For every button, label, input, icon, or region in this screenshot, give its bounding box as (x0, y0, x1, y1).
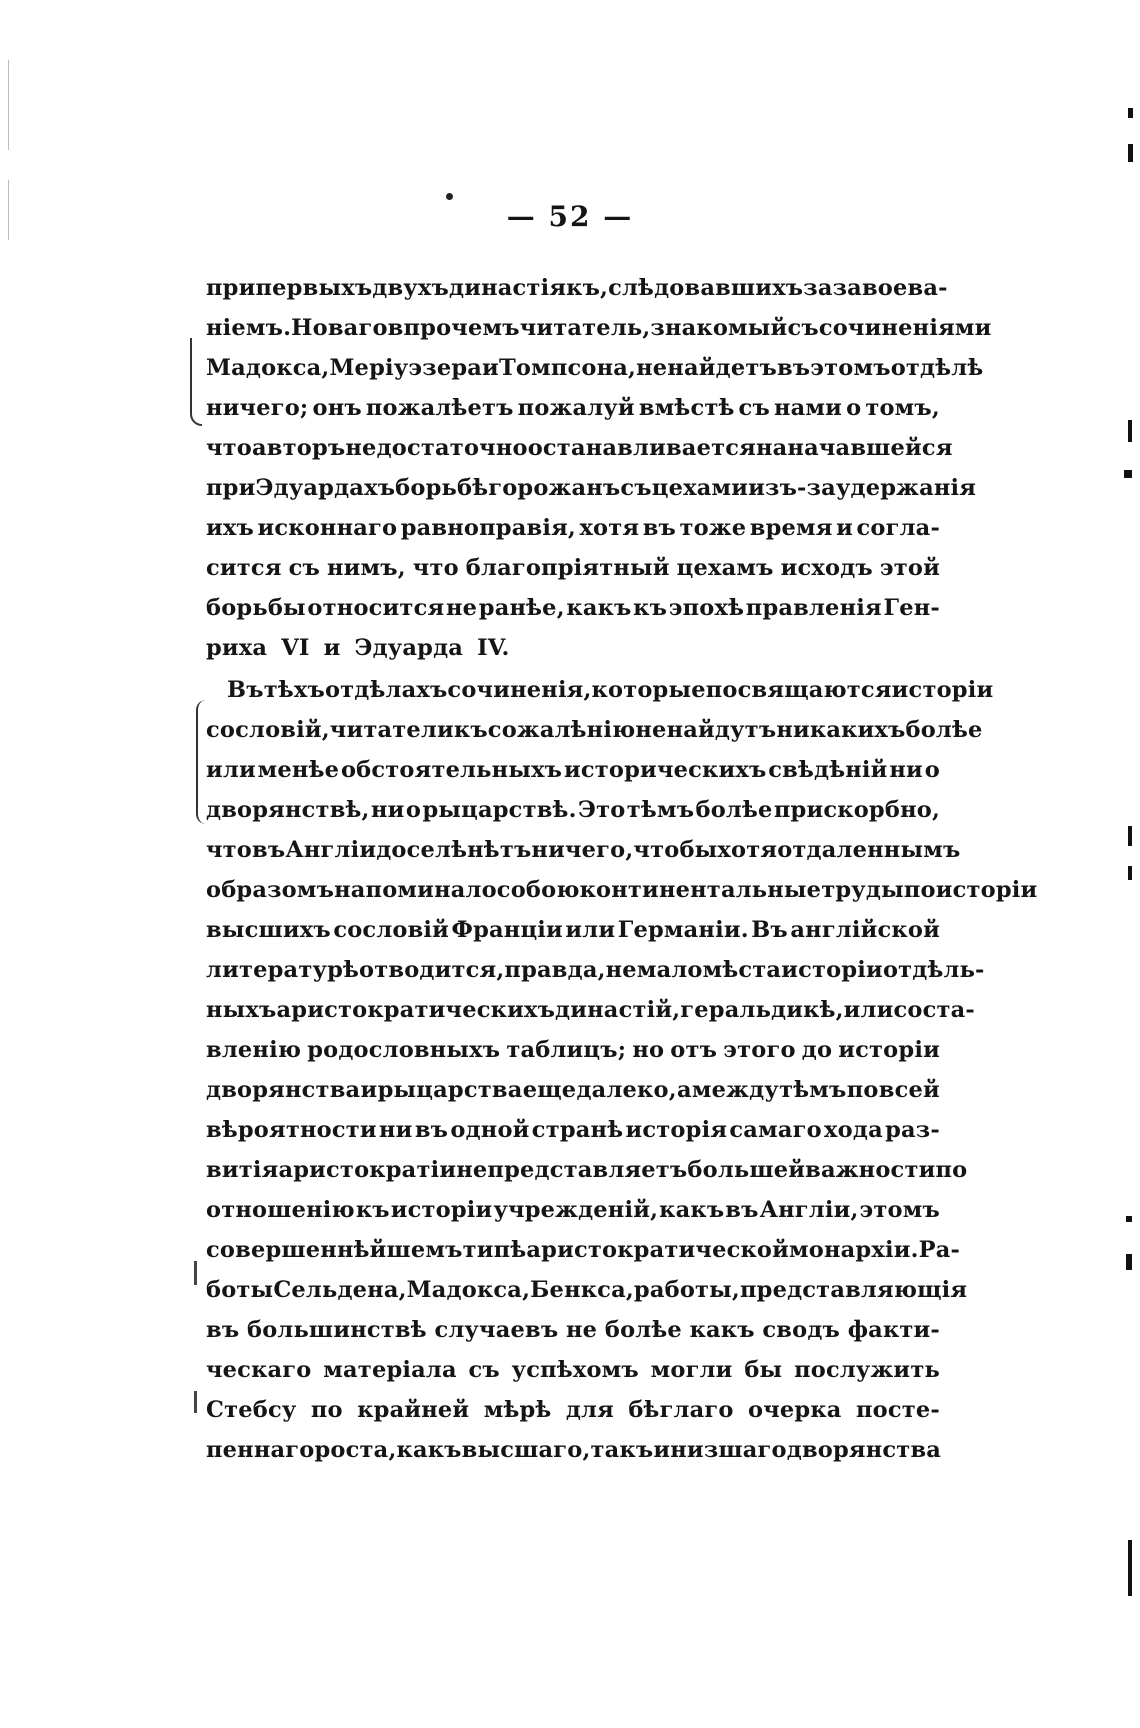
word: что (206, 435, 253, 461)
edge-scan-mark (1126, 1216, 1132, 1222)
edge-scan-mark (1128, 420, 1132, 442)
word: бы (679, 837, 718, 863)
text-line (206, 1430, 940, 1470)
word: тѣмъ (626, 797, 695, 823)
word: большинствѣ (246, 1317, 427, 1343)
word: менѣе (257, 757, 340, 783)
word: могли (650, 1357, 733, 1383)
word: и (360, 1077, 378, 1103)
word: первыхъ (255, 275, 373, 301)
edge-scan-mark (1128, 866, 1132, 880)
text-line (206, 348, 984, 388)
word: Германіи. (617, 917, 749, 943)
word: горожанъ (488, 475, 621, 501)
word: посте- (855, 1397, 940, 1423)
word: впрочемъ (387, 315, 520, 341)
word: Бенкса, (530, 1277, 634, 1303)
word: ни (370, 797, 405, 823)
word: литературѣ (206, 957, 360, 983)
word: за (803, 275, 833, 301)
word: болѣе (604, 1317, 682, 1343)
word: обстоятельныхъ (340, 757, 563, 783)
word: Сельдена, (273, 1277, 407, 1303)
word: Ра- (918, 1237, 961, 1263)
word: посвящаются (705, 677, 892, 703)
word: останавливается (527, 435, 756, 461)
word: далеко, (576, 1077, 677, 1103)
word: династіякъ, (449, 275, 609, 301)
word: къ (633, 595, 668, 621)
word: этого (723, 1037, 796, 1063)
word: исконнаго (257, 515, 398, 541)
word: борьбы (206, 595, 306, 621)
word: очерка (748, 1397, 842, 1423)
word: слѣдовавшихъ (608, 275, 804, 301)
word: работы, (633, 1277, 740, 1303)
word: отдаленнымъ (777, 837, 961, 863)
word: къ (453, 717, 488, 743)
word: или (565, 917, 616, 943)
word: правда, (504, 957, 606, 983)
word: Томпсона, (498, 355, 637, 381)
word: самаго (729, 1117, 822, 1143)
word: а (676, 1077, 692, 1103)
word: совершеннѣйшемъ (206, 1237, 463, 1263)
word: какъ (396, 1437, 462, 1463)
word: представляетъ (487, 1157, 688, 1183)
word: Эдуардахъ (255, 475, 396, 501)
text-line (206, 588, 940, 628)
word: исторіи (390, 1197, 493, 1223)
word: завоева- (832, 275, 948, 301)
word: цехамъ (676, 555, 774, 581)
word: дворянствѣ, (206, 797, 370, 823)
word: низшаго (670, 1437, 787, 1463)
word: правленія (745, 595, 882, 621)
word: исторіи (891, 677, 994, 703)
word: не (636, 355, 668, 381)
word: тѣмъ (779, 1077, 847, 1103)
word: мѣрѣ (483, 1397, 552, 1423)
word: рыцарствѣ. (422, 797, 577, 823)
margin-bracket-mark (190, 338, 202, 426)
word: исторія (625, 1117, 728, 1143)
word: собою (496, 877, 580, 903)
text-line (206, 1150, 968, 1190)
word: въ (642, 515, 677, 541)
word: труды (821, 877, 904, 903)
word: ни (889, 757, 923, 783)
word: найдетъ (667, 355, 777, 381)
word: отношенію (206, 1197, 355, 1223)
word: не (565, 1317, 598, 1343)
word: при (206, 475, 256, 501)
text-line (206, 1350, 940, 1390)
word: исторіи (838, 1037, 940, 1063)
word: не (445, 595, 478, 621)
word: съ (288, 555, 321, 581)
ink-dot (446, 193, 453, 200)
word: до (801, 1037, 833, 1063)
margin-tick-mark (194, 1391, 197, 1413)
word: боты (206, 1277, 274, 1303)
word: ранѣе, (478, 595, 565, 621)
word: по (935, 1157, 968, 1183)
text-line (206, 830, 961, 870)
word: для (565, 1397, 614, 1423)
text-line (206, 508, 940, 548)
word: цехами (651, 475, 749, 501)
word: континентальные (579, 877, 822, 903)
word: рыцарства (377, 1077, 523, 1103)
text-line (206, 268, 948, 308)
word: напоминало (334, 877, 497, 903)
word: въ (776, 355, 811, 381)
page-number: — 52 — (506, 200, 634, 233)
word: не (605, 957, 637, 983)
word: какъ (566, 595, 632, 621)
word: странѣ (531, 1117, 624, 1143)
word: успѣхомъ (511, 1357, 639, 1383)
word: отъ (670, 1037, 718, 1063)
word: отдѣль- (882, 957, 985, 983)
word: таблицъ; (506, 1037, 627, 1063)
word: образомъ (206, 877, 335, 903)
text-line (206, 428, 953, 468)
word: всей (878, 1077, 940, 1103)
word: въ (725, 1197, 759, 1223)
word: сословій (333, 917, 450, 943)
word: родословныхъ (307, 1037, 501, 1063)
text-line (206, 910, 940, 950)
word: отдѣлахъ (324, 677, 448, 703)
word: большей (687, 1157, 806, 1183)
word: и (323, 635, 341, 661)
word: мало (636, 957, 703, 983)
text-line (206, 670, 994, 710)
word: Ген- (883, 595, 940, 621)
word: вленію (206, 1037, 302, 1063)
word: эпохѣ (668, 595, 745, 621)
text-line (206, 308, 992, 348)
word: и (482, 355, 499, 381)
word: ныхъ (206, 997, 277, 1023)
word: о (846, 395, 862, 421)
word: о (924, 757, 940, 783)
word: сословій, (206, 717, 330, 743)
word: аристократическихъ (276, 997, 556, 1023)
word: не (635, 717, 667, 743)
text-line (206, 628, 940, 668)
word: съ (787, 315, 819, 341)
word: раз- (885, 1117, 940, 1143)
word: роста, (314, 1437, 397, 1463)
word: достаточно (376, 435, 528, 461)
word: ческаго (206, 1357, 312, 1383)
word: отдѣлѣ (890, 355, 984, 381)
word: вѣроятности (206, 1117, 377, 1143)
word: ихъ (206, 515, 254, 541)
word: историческихъ (563, 757, 767, 783)
word: отводится, (359, 957, 505, 983)
word: пожалуй (517, 395, 635, 421)
word: Франціи (451, 917, 563, 943)
word: этомъ (859, 1197, 940, 1223)
word: знакомый (650, 315, 788, 341)
word: пеннаго (206, 1437, 315, 1463)
word: этой (879, 555, 940, 581)
word: Эдуарда (354, 635, 464, 661)
word: важности (805, 1157, 936, 1183)
word: VI (281, 635, 310, 661)
word: въ (206, 1317, 240, 1343)
word: одной (450, 1117, 530, 1143)
word: риха (206, 635, 268, 661)
word: сится (206, 555, 282, 581)
word: не (456, 1157, 488, 1183)
word: случаевъ (434, 1317, 559, 1343)
word: какъ (689, 1317, 755, 1343)
word: что (206, 837, 253, 863)
word: ніемъ. (206, 315, 292, 341)
word: исторіи (781, 957, 883, 983)
word: династій, (555, 997, 681, 1023)
word: борьбѣ (395, 475, 489, 501)
word: въ (252, 837, 286, 863)
word: какъ (659, 1197, 725, 1223)
text-line (206, 870, 1038, 910)
scan-edge-line (8, 60, 9, 150)
margin-tick-mark (194, 1261, 197, 1285)
word: доселѣ (376, 837, 468, 863)
word: Меріуэзера (329, 355, 483, 381)
word: монархіи. (789, 1237, 919, 1263)
word: время (749, 515, 833, 541)
body-text (206, 268, 1038, 1470)
word: высшихъ (206, 917, 331, 943)
edge-scan-mark (1128, 1540, 1132, 1596)
word: изъ-за (748, 475, 836, 501)
word: Англіи (285, 837, 377, 863)
word: онъ (312, 395, 362, 421)
word: къ (355, 1197, 390, 1223)
word: вмѣстѣ (638, 395, 735, 421)
word: относится (307, 595, 445, 621)
word: дворянства (786, 1437, 942, 1463)
word: съ (620, 475, 652, 501)
word: хотя (717, 837, 778, 863)
word: равноправія, (400, 515, 576, 541)
word: хотя (579, 515, 640, 541)
word: по (903, 877, 936, 903)
word: двухъ (372, 275, 449, 301)
word: сводъ (762, 1317, 840, 1343)
word: сожалѣнію (487, 717, 636, 743)
edge-scan-mark (1124, 470, 1132, 478)
word: въ (414, 1117, 449, 1143)
word: этомъ (810, 355, 891, 381)
word: Стебсу (206, 1397, 297, 1423)
text-line (206, 750, 940, 790)
text-line (206, 950, 985, 990)
word: такъ (590, 1437, 654, 1463)
word: геральдикѣ, (680, 997, 844, 1023)
word: томъ, (865, 395, 940, 421)
word: Англіи, (759, 1197, 859, 1223)
word: Мадокса, (206, 355, 330, 381)
word: нами (773, 395, 843, 421)
word: витія (206, 1157, 279, 1183)
text-line (206, 468, 977, 508)
text-line (206, 388, 940, 428)
word: мѣста (702, 957, 782, 983)
text-line (206, 710, 983, 750)
word: Это (577, 797, 626, 823)
word: и (653, 1437, 671, 1463)
word: ни (379, 1117, 413, 1143)
text-line (206, 1390, 940, 1430)
word: IV. (477, 635, 510, 661)
word: Мадокса, (406, 1277, 531, 1303)
word: которые (591, 677, 706, 703)
text-line (206, 990, 975, 1030)
word: благопріятный (465, 555, 670, 581)
word: найдутъ (666, 717, 777, 743)
word: согла- (856, 515, 940, 541)
word: свѣдѣній (768, 757, 888, 783)
word: исторіи (935, 877, 1038, 903)
edge-scan-mark (1126, 1254, 1132, 1270)
text-line (206, 1270, 968, 1310)
word: пожалѣетъ (365, 395, 514, 421)
edge-scan-mark (1128, 826, 1132, 846)
word: послужить (794, 1357, 940, 1383)
word: ничего; (206, 395, 309, 421)
word: но (632, 1037, 665, 1063)
word: исходъ (780, 555, 873, 581)
text-line (206, 1030, 940, 1070)
word: авторъ (252, 435, 346, 461)
word: Новаго (291, 315, 388, 341)
text-line (206, 790, 940, 830)
word: читатели (329, 717, 454, 743)
word: бѣглаго (628, 1397, 734, 1423)
word: между (691, 1077, 779, 1103)
word: крайней (357, 1397, 470, 1423)
word: бы (744, 1357, 783, 1383)
text-line (206, 1230, 961, 1270)
text-line (206, 548, 940, 588)
word: читатель, (519, 315, 651, 341)
word: и (836, 515, 854, 541)
word: Въ (227, 677, 264, 703)
text-line (206, 1310, 940, 1350)
word: типѣ (462, 1237, 527, 1263)
word: о (405, 797, 422, 823)
word: учрежденій, (493, 1197, 659, 1223)
word: еще (522, 1077, 577, 1103)
word: болѣе (905, 717, 983, 743)
word: съ (468, 1357, 500, 1383)
word: высшаго, (461, 1437, 591, 1463)
word: Въ (751, 917, 788, 943)
word: представляющія (739, 1277, 968, 1303)
word: или (843, 997, 894, 1023)
word: соста- (893, 997, 975, 1023)
word: тѣхъ (263, 677, 325, 703)
word: что (633, 837, 680, 863)
word: англійской (790, 917, 940, 943)
word: на (755, 435, 788, 461)
text-line (206, 1190, 940, 1230)
word: нѣтъ (467, 837, 532, 863)
word: никакихъ (776, 717, 906, 743)
word: аристократической (526, 1237, 790, 1263)
word: по (310, 1397, 343, 1423)
word: съ (738, 395, 770, 421)
word: нимъ, (327, 555, 406, 581)
word: дворянства (206, 1077, 361, 1103)
word: болѣе (695, 797, 773, 823)
word: прискорбно, (773, 797, 940, 823)
word: хода (824, 1117, 883, 1143)
word: сочиненіями (818, 315, 992, 341)
word: удержанія (835, 475, 977, 501)
edge-scan-mark (1128, 108, 1133, 118)
word: что (412, 555, 459, 581)
edge-scan-mark (1128, 144, 1133, 162)
word: ничего, (531, 837, 634, 863)
word: тоже (679, 515, 747, 541)
text-line (206, 1070, 940, 1110)
word: не (345, 435, 377, 461)
word: по (846, 1077, 879, 1103)
word: при (206, 275, 256, 301)
word: начавшейся (787, 435, 953, 461)
word: аристократіи (278, 1157, 457, 1183)
margin-bracket-mark (196, 700, 206, 824)
text-line (206, 1110, 940, 1150)
word: или (206, 757, 256, 783)
word: факти- (847, 1317, 940, 1343)
word: матеріала (323, 1357, 457, 1383)
word: сочиненія, (447, 677, 592, 703)
